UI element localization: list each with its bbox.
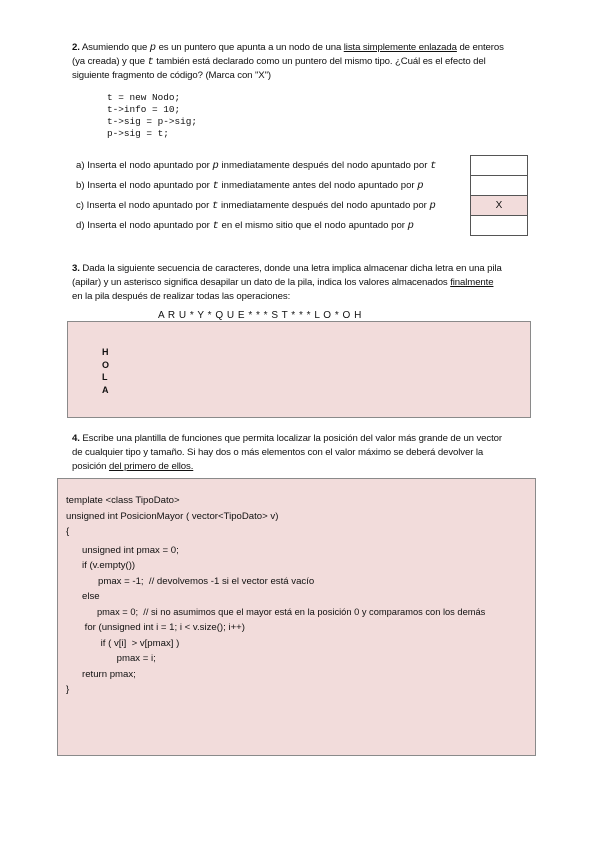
q2-line-3: siguiente fragmento de código? (Marca con "X") [72, 70, 271, 81]
q4-number: 4. [72, 433, 80, 444]
q4-line-2: de cualquier tipo y tamaño. Si hay dos o más elementos con el valor máximo se deberá devolver la [72, 447, 484, 458]
option-var: t [430, 160, 437, 172]
stack-item: A [102, 384, 109, 395]
q2-line-1 [72, 41, 542, 55]
q2-text: también está declarado como un puntero del mismo tipo. ¿Cuál es el efecto del [153, 56, 486, 67]
option-var: p [429, 200, 436, 212]
q4-text: Escribe una plantilla de funciones que permita localizar la posición del valor más grande de un vector [79, 433, 503, 444]
q3-line-2 [72, 276, 532, 290]
code-line: t->sig = p->sig; [107, 116, 198, 127]
q2-option-d [76, 216, 471, 236]
q3-line-3: en la pila después de realizar todas las operaciones: [72, 291, 291, 302]
q3-text: Dada la siguiente secuencia de caracteres, donde una letra implica almacenar dicha letra en una pila [79, 263, 502, 274]
code-line: { [66, 526, 70, 537]
q3-number: 3. [72, 263, 80, 274]
code-line: return pmax; [66, 668, 136, 680]
option-var: t [212, 220, 219, 232]
q4-text: posición [72, 461, 109, 472]
q2-var-t: t [147, 56, 154, 68]
answer-cell-d[interactable] [471, 216, 528, 236]
code-line: p->sig = t; [107, 128, 169, 139]
q2-line-2 [72, 55, 542, 69]
q3-sequence: A R U * Y * Q U E * * * S T * * * L O * O H [158, 310, 362, 321]
option-text: c) Inserta el nodo apuntado por [76, 200, 213, 211]
q2-code-block [107, 92, 197, 140]
q3-line-1 [72, 262, 532, 276]
q2-answer-table [470, 155, 528, 236]
answer-cell-b[interactable] [471, 176, 528, 196]
code-line: unsigned int PosicionMayor ( vector<TipoDato> v) [66, 510, 279, 522]
stack-item: L [102, 372, 108, 382]
q2-option-b [76, 176, 471, 196]
stack-values [102, 346, 109, 396]
code-line: for (unsigned int i = 1; i < v.size(); i++) [66, 622, 245, 633]
code-line: } [66, 684, 70, 695]
option-text: inmediatamente antes del nodo apuntado por [218, 180, 418, 191]
q2-option-a [76, 156, 471, 176]
q2-statement [72, 41, 542, 83]
q4-line-3 [72, 460, 532, 474]
stack-item: H [102, 347, 109, 357]
q4-line-1 [72, 432, 532, 446]
q2-option-c [76, 196, 471, 216]
option-text: a) Inserta el nodo apuntado por [76, 160, 213, 171]
q4-code [66, 493, 485, 698]
q2-options [76, 156, 471, 236]
code-line: t->info = 10; [107, 104, 181, 115]
q3-answer-box[interactable] [67, 321, 531, 418]
option-text: en el mismo sitio que el nodo apuntado por [218, 220, 408, 231]
answer-cell-a[interactable] [471, 156, 528, 176]
q4-answer-box[interactable] [57, 478, 536, 756]
code-line: if ( v[i] > v[pmax] ) [66, 637, 180, 649]
option-var: t [212, 180, 219, 192]
option-var: t [212, 200, 219, 212]
q2-underlined-text: lista simplemente enlazada [343, 42, 457, 53]
q2-text: Asumiendo que [79, 42, 150, 53]
option-text: b) Inserta el nodo apuntado por [76, 180, 213, 191]
q2-number: 2. [72, 42, 80, 53]
q3-underlined-text: finalmente [450, 277, 494, 288]
stack-item: O [102, 359, 110, 370]
code-line: t = new Nodo; [107, 92, 181, 103]
option-text: inmediatamente después del nodo apuntado por [218, 200, 430, 211]
option-text: inmediatamente después del nodo apuntado por [218, 160, 431, 171]
q2-text: (ya creada) y que [72, 56, 148, 67]
option-text: d) Inserta el nodo apuntado por [76, 220, 213, 231]
code-line: else [66, 591, 100, 602]
code-line: if (v.empty()) [66, 560, 136, 571]
code-line: unsigned int pmax = 0; [66, 544, 179, 556]
q2-var-p: p [149, 42, 156, 54]
q3-text: (apilar) y un asterisco significa desapilar un dato de la pila, indica los valores almacenados [72, 277, 451, 288]
q2-text: es un puntero que apunta a un nodo de una [156, 42, 344, 53]
answer-cell-c[interactable]: X [471, 196, 528, 216]
q3-statement [72, 262, 532, 304]
option-var: p [417, 180, 424, 192]
q4-statement [72, 432, 532, 474]
q4-underlined-text: del primero de ellos. [108, 461, 194, 472]
q2-text: de enteros [456, 42, 504, 53]
option-var: p [212, 160, 219, 172]
code-line: pmax = 0; // si no asumimos que el mayor está en la posición 0 y comparamos con los demás [66, 606, 486, 617]
code-line: pmax = -1; // devolvemos -1 si el vector está vacío [66, 575, 315, 587]
option-var: p [407, 220, 414, 232]
code-line: pmax = i; [66, 653, 156, 664]
code-line: template <class TipoDato> [66, 495, 180, 506]
